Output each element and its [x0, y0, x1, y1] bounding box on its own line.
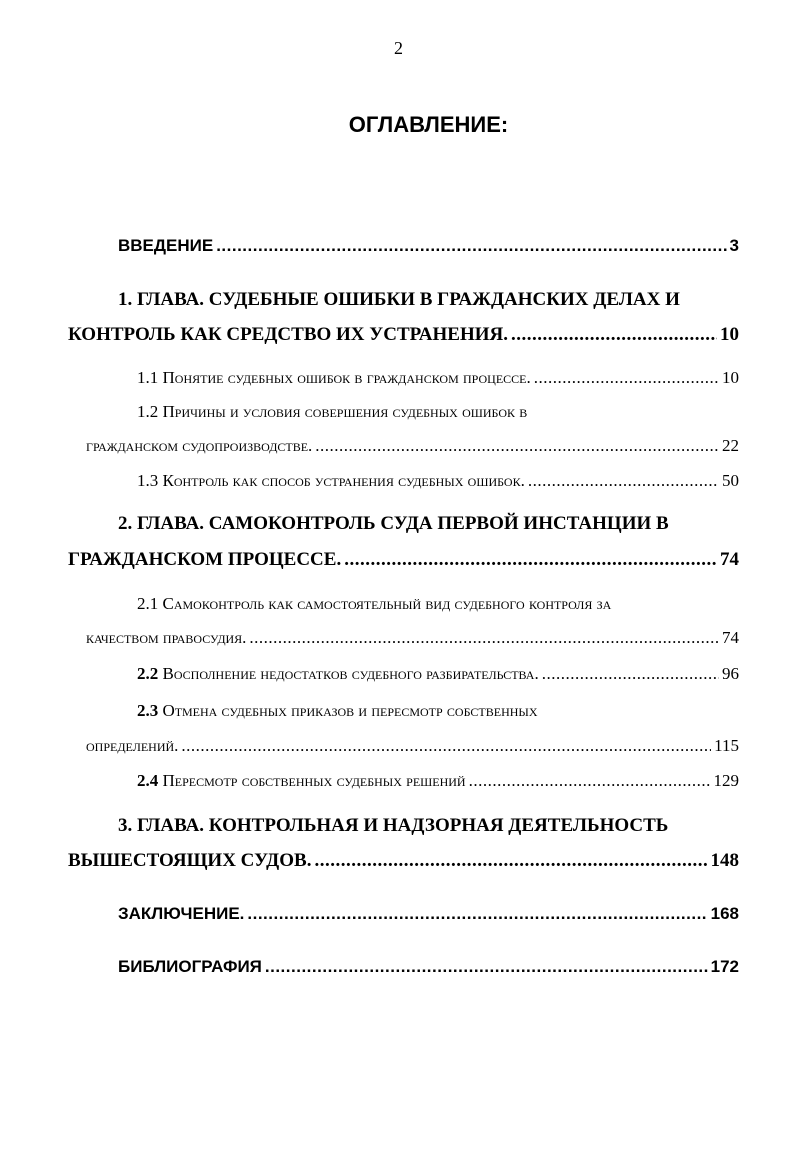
section-number: 2.4 — [137, 771, 159, 790]
page-number: 2 — [394, 38, 403, 58]
toc-entry-section-2-4[interactable] — [137, 771, 739, 791]
entry-label: БИБЛИОГРАФИЯ — [118, 957, 262, 976]
entry-label: Причины и условия совершения судебных ошибок в — [162, 402, 528, 421]
entry-page: 10 — [722, 368, 739, 387]
section-number: 1.3 — [137, 471, 159, 490]
dot-leader — [265, 957, 708, 977]
entry-page: 129 — [713, 771, 739, 790]
section-number: 2.2 — [137, 664, 159, 683]
entry-label: Самоконтроль как самостоятельный вид судебного контроля за — [162, 594, 612, 613]
entry-label-continued: качеством правосудия. — [86, 628, 247, 647]
dot-leader — [344, 549, 717, 571]
toc-entry-chapter-3[interactable] — [68, 850, 739, 872]
entry-page: 22 — [722, 436, 739, 455]
chapter-2-title-line1: 2. ГЛАВА. САМОКОНТРОЛЬ СУДА ПЕРВОЙ ИНСТАНЦИИ В — [118, 513, 669, 534]
entry-page: 74 — [720, 549, 739, 570]
entry-page: 96 — [722, 664, 739, 683]
entry-label: ВЫШЕСТОЯЩИХ СУДОВ. — [68, 850, 312, 871]
toc-entry-introduction[interactable] — [118, 236, 739, 256]
toc-entry-chapter-1[interactable] — [68, 324, 739, 346]
dot-leader — [511, 324, 717, 346]
entry-label: ГРАЖДАНСКОМ ПРОЦЕССЕ. — [68, 549, 342, 570]
toc-title: ОГЛАВЛЕНИЕ: — [348, 112, 509, 137]
entry-label: Пересмотр собственных судебных решений — [162, 771, 466, 790]
entry-label: КОНТРОЛЬ КАК СРЕДСТВО ИХ УСТРАНЕНИЯ. — [68, 324, 508, 345]
section-2-1-line1 — [137, 594, 611, 614]
entry-label: ЗАКЛЮЧЕНИЕ. — [118, 904, 245, 923]
toc-entry-section-1-2[interactable] — [86, 436, 739, 456]
toc-entry-section-1-1[interactable] — [137, 368, 739, 388]
entry-label: Отмена судебных приказов и пересмотр собственных — [162, 701, 538, 720]
entry-label: Контроль как способ устранения судебных ошибок. — [162, 471, 525, 490]
toc-entry-chapter-2[interactable] — [68, 549, 739, 571]
toc-entry-section-1-3[interactable] — [137, 471, 739, 491]
section-number: 1.1 — [137, 368, 159, 387]
dot-leader — [216, 236, 726, 256]
entry-label: Восполнение недостатков судебного разбирательства. — [162, 664, 539, 683]
chapter-1-title-line1: 1. ГЛАВА. СУДЕБНЫЕ ОШИБКИ В ГРАЖДАНСКИХ ДЕЛАХ И — [118, 289, 680, 310]
entry-page: 168 — [710, 904, 739, 923]
entry-page: 172 — [710, 957, 739, 976]
entry-page: 115 — [714, 736, 739, 755]
dot-leader — [528, 471, 719, 491]
toc-entry-section-2-3[interactable] — [86, 736, 739, 756]
dot-leader — [469, 771, 711, 791]
section-number: 1.2 — [137, 402, 159, 421]
entry-label-continued: определений. — [86, 736, 179, 755]
entry-label-continued: гражданском судопроизводстве. — [86, 436, 313, 455]
entry-page: 148 — [710, 850, 739, 871]
entry-label: Понятие судебных ошибок в гражданском процессе. — [162, 368, 531, 387]
dot-leader — [314, 850, 707, 872]
entry-page: 3 — [729, 236, 739, 255]
dot-leader — [542, 664, 719, 684]
dot-leader — [181, 736, 711, 756]
section-number: 2.3 — [137, 701, 159, 720]
section-2-3-line1 — [137, 701, 538, 721]
toc-entry-section-2-1[interactable] — [86, 628, 739, 648]
toc-entry-conclusion[interactable] — [118, 904, 739, 924]
toc-entry-section-2-2[interactable] — [137, 664, 739, 684]
dot-leader — [249, 628, 719, 648]
section-number: 2.1 — [137, 594, 159, 613]
section-1-2-line1 — [137, 402, 527, 422]
dot-leader — [315, 436, 719, 456]
chapter-3-title-line1: 3. ГЛАВА. КОНТРОЛЬНАЯ И НАДЗОРНАЯ ДЕЯТЕЛЬНОСТЬ — [118, 815, 669, 836]
dot-leader — [534, 368, 719, 388]
entry-page: 10 — [720, 324, 739, 345]
dot-leader — [247, 904, 707, 924]
entry-label: ВВЕДЕНИЕ — [118, 236, 214, 255]
toc-entry-bibliography[interactable] — [118, 957, 739, 977]
entry-page: 74 — [722, 628, 739, 647]
entry-page: 50 — [722, 471, 739, 490]
